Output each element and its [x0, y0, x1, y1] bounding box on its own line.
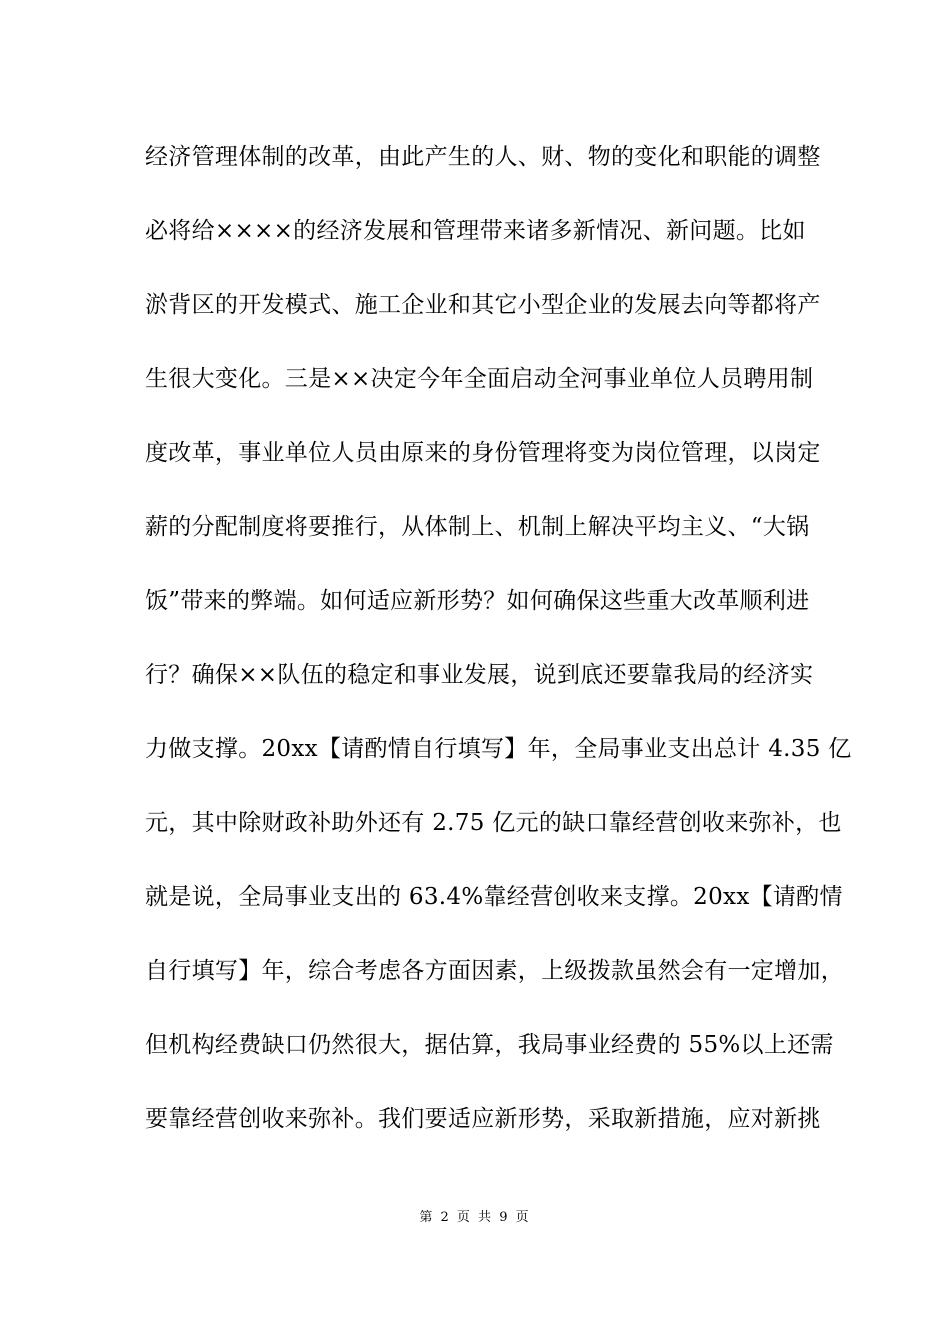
text-line: 薪的分配制度将要推行，从体制上、机制上解决平均主义、“大锅	[145, 514, 810, 540]
text-line: 力做支撑。20xx【请酌情自行填写】年，全局事业支出总计 4.35 亿	[145, 736, 852, 762]
body-text	[145, 135, 852, 1171]
text-line: 饭”带来的弊端。如何适应新形势？如何确保这些重大改革顺利进	[145, 588, 810, 614]
text-line: 淤背区的开发模式、施工企业和其它小型企业的发展去向等都将产	[145, 292, 821, 318]
text-line: 经济管理体制的改革，由此产生的人、财、物的变化和职能的调整	[145, 144, 821, 170]
text-line: 元，其中除财政补助外还有 2.75 亿元的缺口靠经营创收来弥补，也	[145, 810, 842, 836]
text-line: 行？确保××队伍的稳定和事业发展，说到底还要靠我局的经济实	[145, 662, 814, 688]
page-number-footer: 第 2 页 共 9 页	[419, 1210, 531, 1225]
text-line: 但机构经费缺口仍然很大，据估算，我局事业经费的 55%以上还需	[145, 1032, 834, 1058]
text-line: 就是说，全局事业支出的 63.4%靠经营创收来支撑。20xx【请酌情	[145, 884, 843, 910]
text-line: 自行填写】年，综合考虑各方面因素，上级拨款虽然会有一定增加，	[145, 958, 844, 984]
text-line: 要靠经营创收来弥补。我们要适应新形势，采取新措施，应对新挑	[145, 1106, 821, 1132]
text-line: 必将给××××的经济发展和管理带来诸多新情况、新问题。比如	[145, 218, 806, 244]
text-line: 生很大变化。三是××决定今年全面启动全河事业单位人员聘用制	[145, 366, 814, 392]
text-line: 度改革，事业单位人员由原来的身份管理将变为岗位管理，以岗定	[145, 440, 821, 466]
